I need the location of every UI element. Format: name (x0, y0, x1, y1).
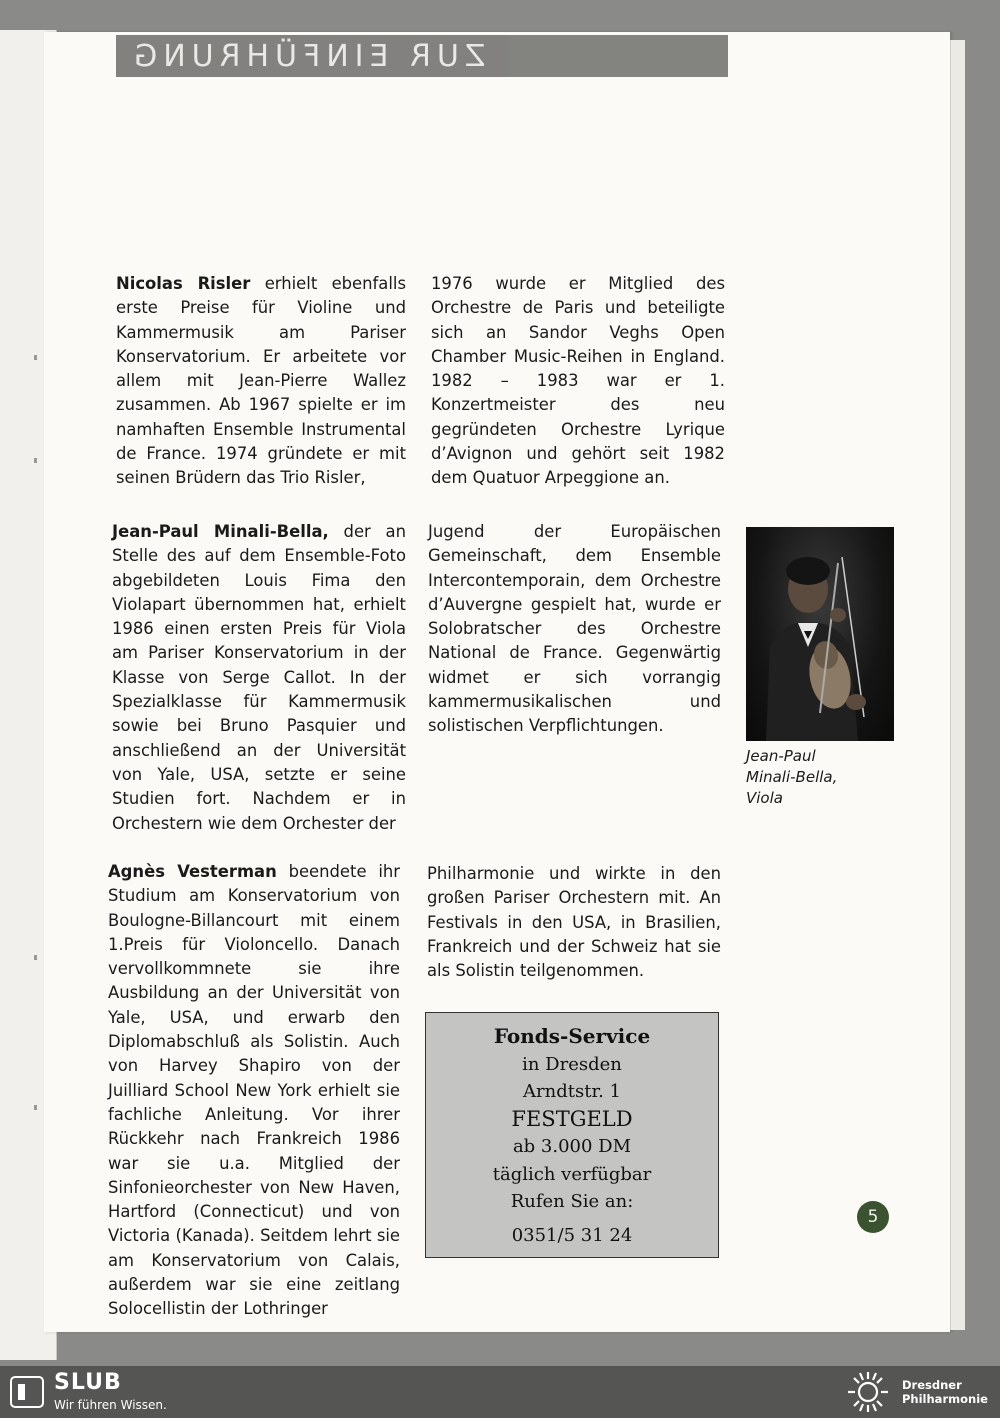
minali-text-col2: Jugend der Europäischen Gemeinschaft, dem Ensemble Intercontemporain, dem Orchestre d’Auvergne gespielt hat, wurde er Solobratscher des Orchestre National de France. Gegenwärtig widmet er sich vorrangig kammermusikalischen und solistischen Verpflichtungen. (428, 522, 721, 736)
binding-hole (34, 955, 37, 960)
musician-photo (746, 527, 894, 741)
photo-caption (746, 746, 896, 809)
ad-line: ab 3.000 DM (512, 1136, 632, 1157)
risler-text-col2: 1976 wurde er Mitglied des Orchestre de Paris und beteiligte sich an Sandor Veghs Open Chamber Music-Reihen in England. 1982 – 1983 war er 1. Konzertmeister des neu gegründeten Orchestre Lyrique d’Avignon und gehört seit 1982 dem Quatuor Arpeggione an. (431, 274, 725, 488)
next-page-edge (950, 40, 965, 1330)
ad-line: täglich verfügbar (492, 1163, 652, 1185)
dresdner-philharmonie-logo-icon (842, 1370, 894, 1414)
page-number: 5 (857, 1201, 889, 1233)
minali-name: Jean-Paul Minali-Bella, (112, 522, 329, 541)
binding-hole (34, 355, 37, 360)
caption-line: Minali-Bella, (746, 768, 838, 786)
slub-logo-icon (10, 1376, 44, 1408)
dresdner-philharmonie-wordmark (902, 1378, 988, 1406)
minali-text-col1 (112, 520, 406, 836)
dp-line: Philharmonie (902, 1392, 988, 1406)
dp-line: Dresdner (902, 1378, 962, 1392)
header-title: ZUR EINFÜHRUNG (128, 38, 486, 74)
vesterman-bio-part1: beendete ihr Studium am Konservatorium von Boulogne-Billancourt mit einem 1.Preis für Violoncello. Danach vervollkommnete sie ihre Ausbildung an der Universität von Yale, USA, und erwarb den Diplomabschluß als Solistin. Auch von Harvey Shapiro von der Juilliard School New York erhielt sie fachliche Anleitung. Vor ihrer Rückkehr nach Frankreich 1986 war sie u.a. Mitglied der Sinfonieorchester von New Haven, Hartford (Connecticut) und von Victoria (Kanada). Seitdem lehrt sie am Konservatorium von Calais, außerdem war sie eine zeitlang Solocellistin der Lothringer (108, 862, 401, 1319)
ad-line: FESTGELD (511, 1106, 633, 1131)
fonds-service-advertisement (425, 1012, 719, 1258)
ad-phone: 0351/5 31 24 (511, 1224, 633, 1246)
slub-tagline: Wir führen Wissen. (54, 1398, 167, 1412)
slub-name: SLUB (54, 1370, 122, 1395)
risler-text-col1 (116, 272, 406, 491)
ad-title: Fonds-Service (493, 1024, 651, 1048)
binding-hole (34, 458, 37, 463)
risler-name: Nicolas Risler (116, 274, 251, 293)
viewer-footer (0, 1366, 1000, 1418)
ad-line: Rufen Sie an: (510, 1191, 634, 1212)
ad-line: Arndtstr. 1 (523, 1081, 621, 1102)
vesterman-text-col1 (108, 860, 400, 1322)
binding-hole (34, 1105, 37, 1110)
risler-bio-part1: erhielt ebenfalls erste Preise für Violine und Kammermusik am Pariser Konservatorium. Er arbeitete vor allem mit Jean-Pierre Wallez zusammen. Ab 1967 spielte er im namhaften Ensemble Instrumental de France. 1974 gründete er mit seinen Brüdern das Trio Risler, (116, 274, 406, 488)
caption-line: Viola (746, 789, 783, 807)
vesterman-name: Agnès Vesterman (108, 862, 277, 881)
musician-photo-illustration (746, 527, 894, 741)
vesterman-text-col2: Philharmonie und wirkte in den großen Pariser Orchestern mit. An Festivals in den USA, in Brasilien, Frankreich und der Schweiz hat sie als Solistin teilgenommen. (427, 864, 721, 981)
caption-line: Jean-Paul (746, 747, 816, 765)
ad-line: in Dresden (522, 1053, 622, 1075)
page-header-band (116, 35, 728, 77)
minali-bio-part1: der an Stelle des auf dem Ensemble-Foto abgebildeten Louis Fima den Violapart übernommen hat, erhielt 1986 einen ersten Preis für Viola am Pariser Konservatorium in der Klasse von Serge Callot. In der Spezialklasse für Kammermusik sowie bei Bruno Pasquier und anschließend an der Universität von Yale, USA, setzte er seine Studien fort. Nachdem er in Orchestern wie dem Orchester der (112, 522, 406, 833)
